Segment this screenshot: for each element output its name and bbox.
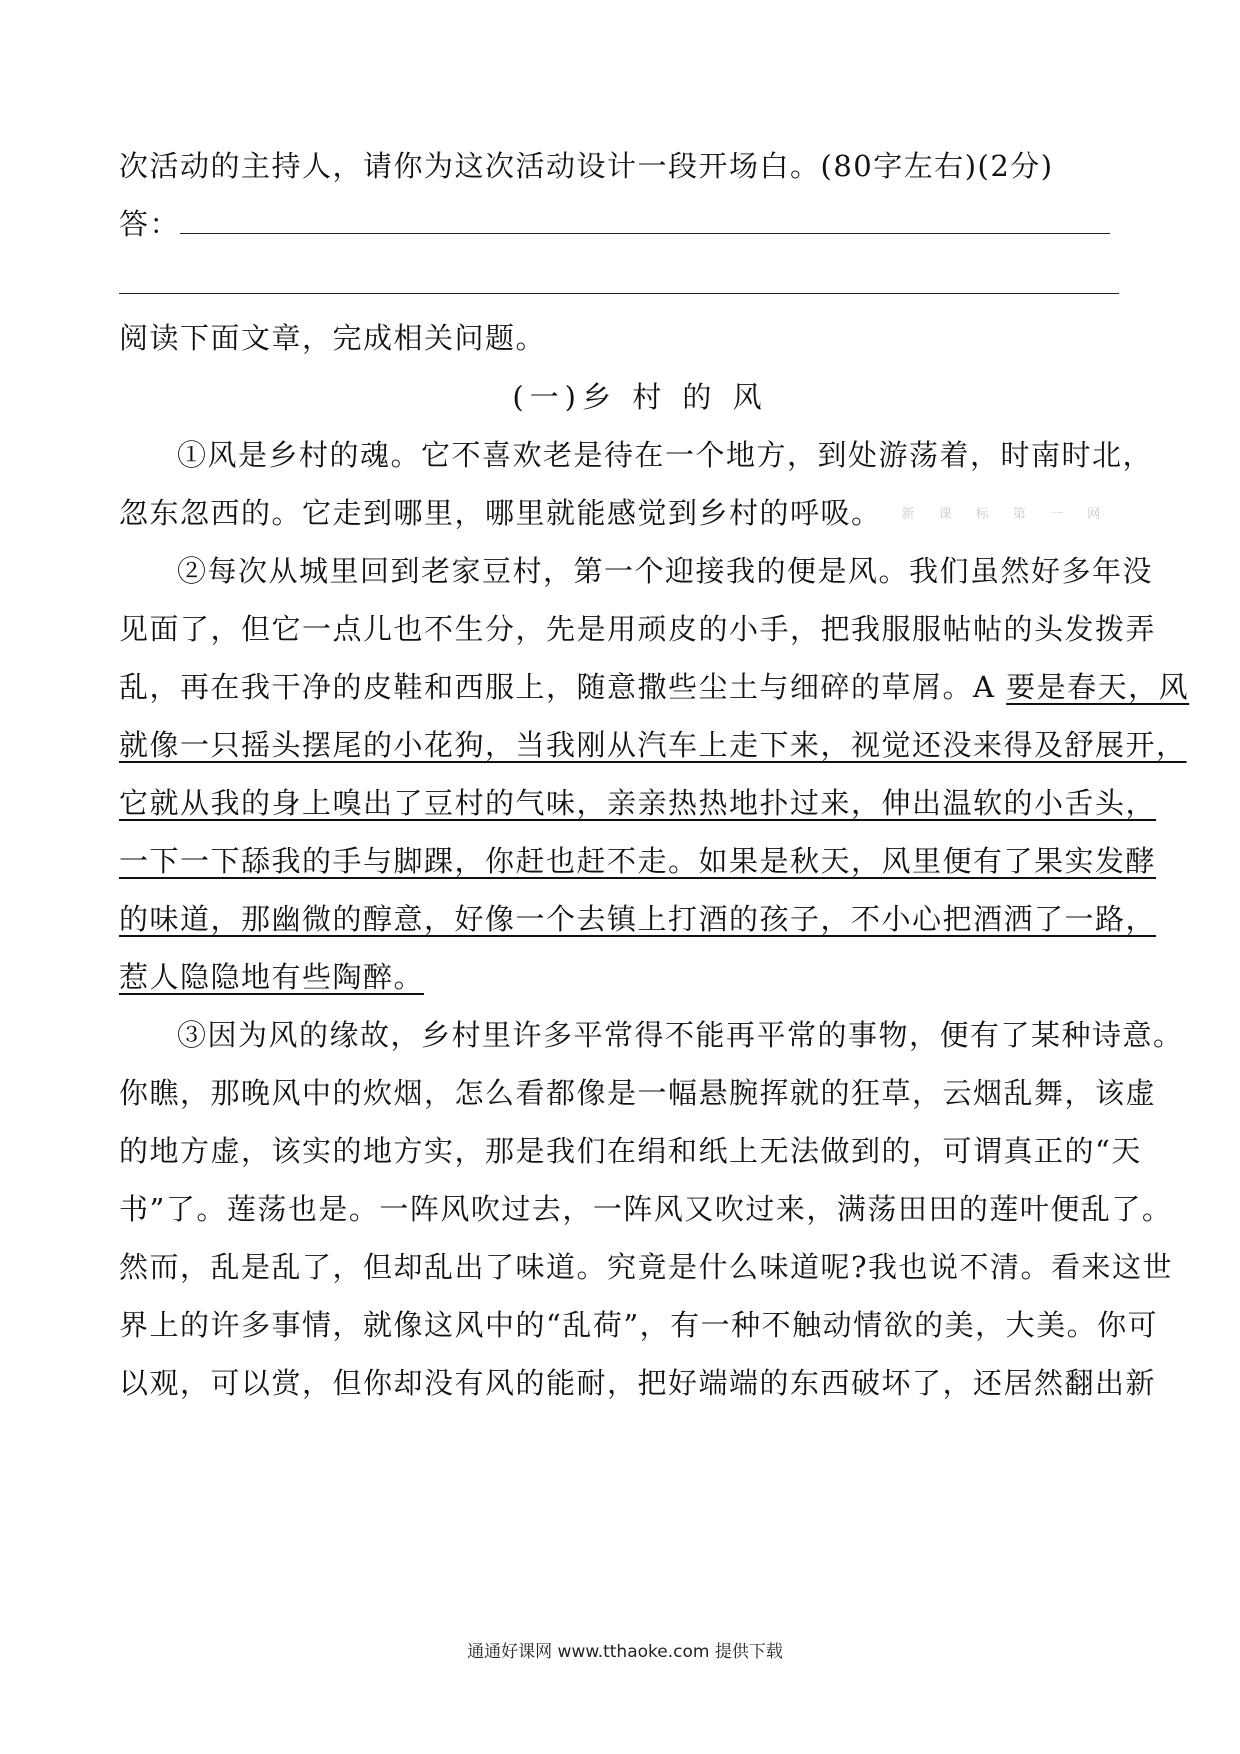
article-title: (一)乡 村 的 风 xyxy=(512,380,768,414)
question-prompt: 次活动的主持人，请你为这次活动设计一段开场白。(80字左右)(2分) xyxy=(119,149,1054,183)
underlined-passage-a: 惹人隐隐地有些陶醉。 xyxy=(119,960,425,994)
article-line-with-watermark xyxy=(119,493,1110,535)
article-line-mixed xyxy=(119,667,1189,707)
underlined-passage-a: 它就从我的身上嗅出了豆村的气味，亲亲热热地扑过来，伸出温软的小舌头， xyxy=(119,786,1157,820)
underlined-passage-a: 就像一只摇头摆尾的小花狗，当我刚从汽车上走下来，视觉还没来得及舒展开， xyxy=(119,728,1187,762)
article-line: 的地方虚，该实的地方实，那是我们在绢和纸上无法做到的，可谓真正的“天 xyxy=(119,1134,1142,1168)
answer-row xyxy=(119,204,1110,244)
article-line: 然而，乱是乱了，但却乱出了味道。究竟是什么味道呢?我也说不清。看来这世 xyxy=(119,1250,1174,1284)
answer-row-2 xyxy=(119,264,1119,304)
answer-label: 答： xyxy=(119,207,181,241)
underlined-passage-a: 一下一下舔我的手与脚踝，你赶也赶不走。如果是秋天，风里便有了果实发酵 xyxy=(119,844,1157,878)
article-line: 以观，可以赏，但你却没有风的能耐，把好端端的东西破坏了，还居然翻出新 xyxy=(119,1366,1157,1400)
reading-instruction: 阅读下面文章，完成相关问题。 xyxy=(119,321,547,355)
article-line: ①风是乡村的魂。它不喜欢老是待在一个地方，到处游荡着，时南时北， xyxy=(177,438,1154,472)
answer-blank-2[interactable] xyxy=(119,273,1119,294)
article-line: ②每次从城里回到老家豆村，第一个迎接我的便是风。我们虽然好多年没 xyxy=(177,554,1154,588)
page-footer: 通通好课网 www.tthaoke.com 提供下载 xyxy=(467,1642,783,1662)
article-line: 书”了。莲荡也是。一阵风吹过去，一阵风又吹过来，满荡田田的莲叶便乱了。 xyxy=(119,1192,1173,1226)
underlined-passage-a-start: 要是春天，风 xyxy=(1006,670,1190,704)
article-line: 见面了，但它一点儿也不生分，先是用顽皮的小手，把我服服帖帖的头发拨弄 xyxy=(119,612,1157,646)
watermark-text: 新 课 标 第 一 网 xyxy=(901,507,1111,522)
answer-blank-1[interactable] xyxy=(180,213,1110,234)
article-line: 你瞧，那晚风中的炊烟，怎么看都像是一幅悬腕挥就的狂草，云烟乱舞，该虚 xyxy=(119,1076,1157,1110)
underlined-passage-a: 的味道，那幽微的醇意，好像一个去镇上打酒的孩子，不小心把酒洒了一路， xyxy=(119,902,1157,936)
article-line: 忽东忽西的。它走到哪里，哪里就能感觉到乡村的呼吸。 xyxy=(119,496,882,530)
article-line: 界上的许多事情，就像这风中的“乱荷”，有一种不触动情欲的美，大美。你可 xyxy=(119,1308,1159,1342)
article-line: ③因为风的缘故，乡村里许多平常得不能再平常的事物，便有了某种诗意。 xyxy=(177,1018,1184,1052)
article-line: 乱，再在我干净的皮鞋和西服上，随意撒些尘土与细碎的草屑。A xyxy=(119,670,1007,704)
